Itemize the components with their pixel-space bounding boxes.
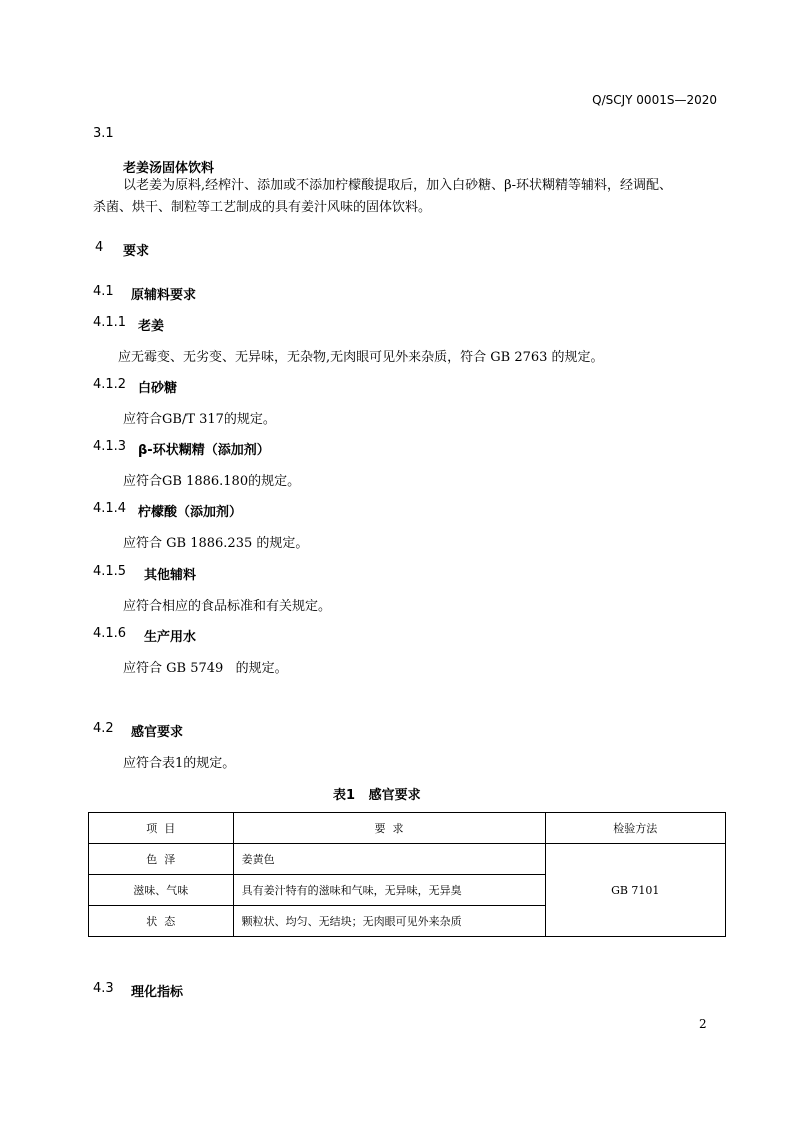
item-number: 4.1.6: [93, 626, 127, 641]
document-code: Q/SCJY 0001S—2020: [592, 93, 717, 107]
item-title: 老姜: [138, 319, 165, 334]
item-text: 应符合 GB 5749 的规定。: [123, 661, 288, 676]
item-title: 白砂糖: [138, 381, 178, 396]
header-item: 项 目: [89, 813, 234, 844]
row-item: 滋味、气味: [89, 875, 234, 906]
definition-line-1: 以老姜为原料,经榨汁、添加或不添加柠檬酸提取后，加入白砂糖、β-环状糊精等辅料，经调配、: [123, 178, 673, 193]
row-requirement: 姜黄色: [233, 844, 545, 875]
item-text: 应无霉变、无劣变、无异味，无杂物,无肉眼可见外来杂质，符合 GB 2763 的规定。: [118, 350, 604, 365]
row-item: 色 泽: [89, 844, 234, 875]
item-number: 4.1.2: [93, 377, 127, 392]
item-title: 其他辅料: [144, 568, 197, 583]
table-header-row: [89, 813, 726, 844]
table-row: [89, 844, 726, 875]
section-4-1-title: 原辅料要求: [131, 288, 197, 303]
row-method: GB 7101: [545, 844, 725, 937]
row-item: 状 态: [89, 906, 234, 937]
item-text: 应符合GB/T 317的规定。: [123, 412, 276, 427]
table-caption: 表1 感官要求: [333, 788, 421, 803]
sensory-table: [88, 812, 726, 937]
item-text: 应符合相应的食品标准和有关规定。: [123, 599, 332, 614]
header-requirement: 要 求: [233, 813, 545, 844]
section-4-1-number: 4.1: [93, 284, 114, 299]
item-number: 4.1.3: [93, 439, 127, 454]
item-text: 应符合GB 1886.180的规定。: [123, 474, 301, 489]
term-title: 老姜汤固体饮料: [123, 161, 215, 176]
term-definition: [93, 175, 733, 219]
section-4-2-text: 应符合表1的规定。: [123, 756, 236, 771]
item-number: 4.1.1: [93, 315, 127, 330]
definition-line-2: 杀菌、烘干、制粒等工艺制成的具有姜汁风味的固体饮料。: [93, 200, 432, 215]
item-title: β-环状糊精（添加剂）: [138, 443, 270, 458]
item-title: 柠檬酸（添加剂）: [138, 505, 243, 520]
section-4-3-number: 4.3: [93, 981, 114, 996]
item-number: 4.1.5: [93, 564, 127, 579]
row-requirement: 颗粒状、均匀、无结块；无肉眼可见外来杂质: [233, 906, 545, 937]
section-3-1-number: 3.1: [93, 126, 114, 141]
item-text: 应符合 GB 1886.235 的规定。: [123, 536, 309, 551]
page-number: 2: [699, 1017, 707, 1031]
item-number: 4.1.4: [93, 501, 127, 516]
item-title: 生产用水: [144, 630, 197, 645]
row-requirement: 具有姜汁特有的滋味和气味，无异味，无异臭: [233, 875, 545, 906]
section-4-2-number: 4.2: [93, 721, 114, 736]
section-4-3-title: 理化指标: [131, 985, 184, 1000]
header-method: 检验方法: [545, 813, 725, 844]
section-4-title: 要求: [123, 244, 150, 259]
section-4-2-title: 感官要求: [131, 725, 184, 740]
section-4-number: 4: [95, 240, 104, 255]
